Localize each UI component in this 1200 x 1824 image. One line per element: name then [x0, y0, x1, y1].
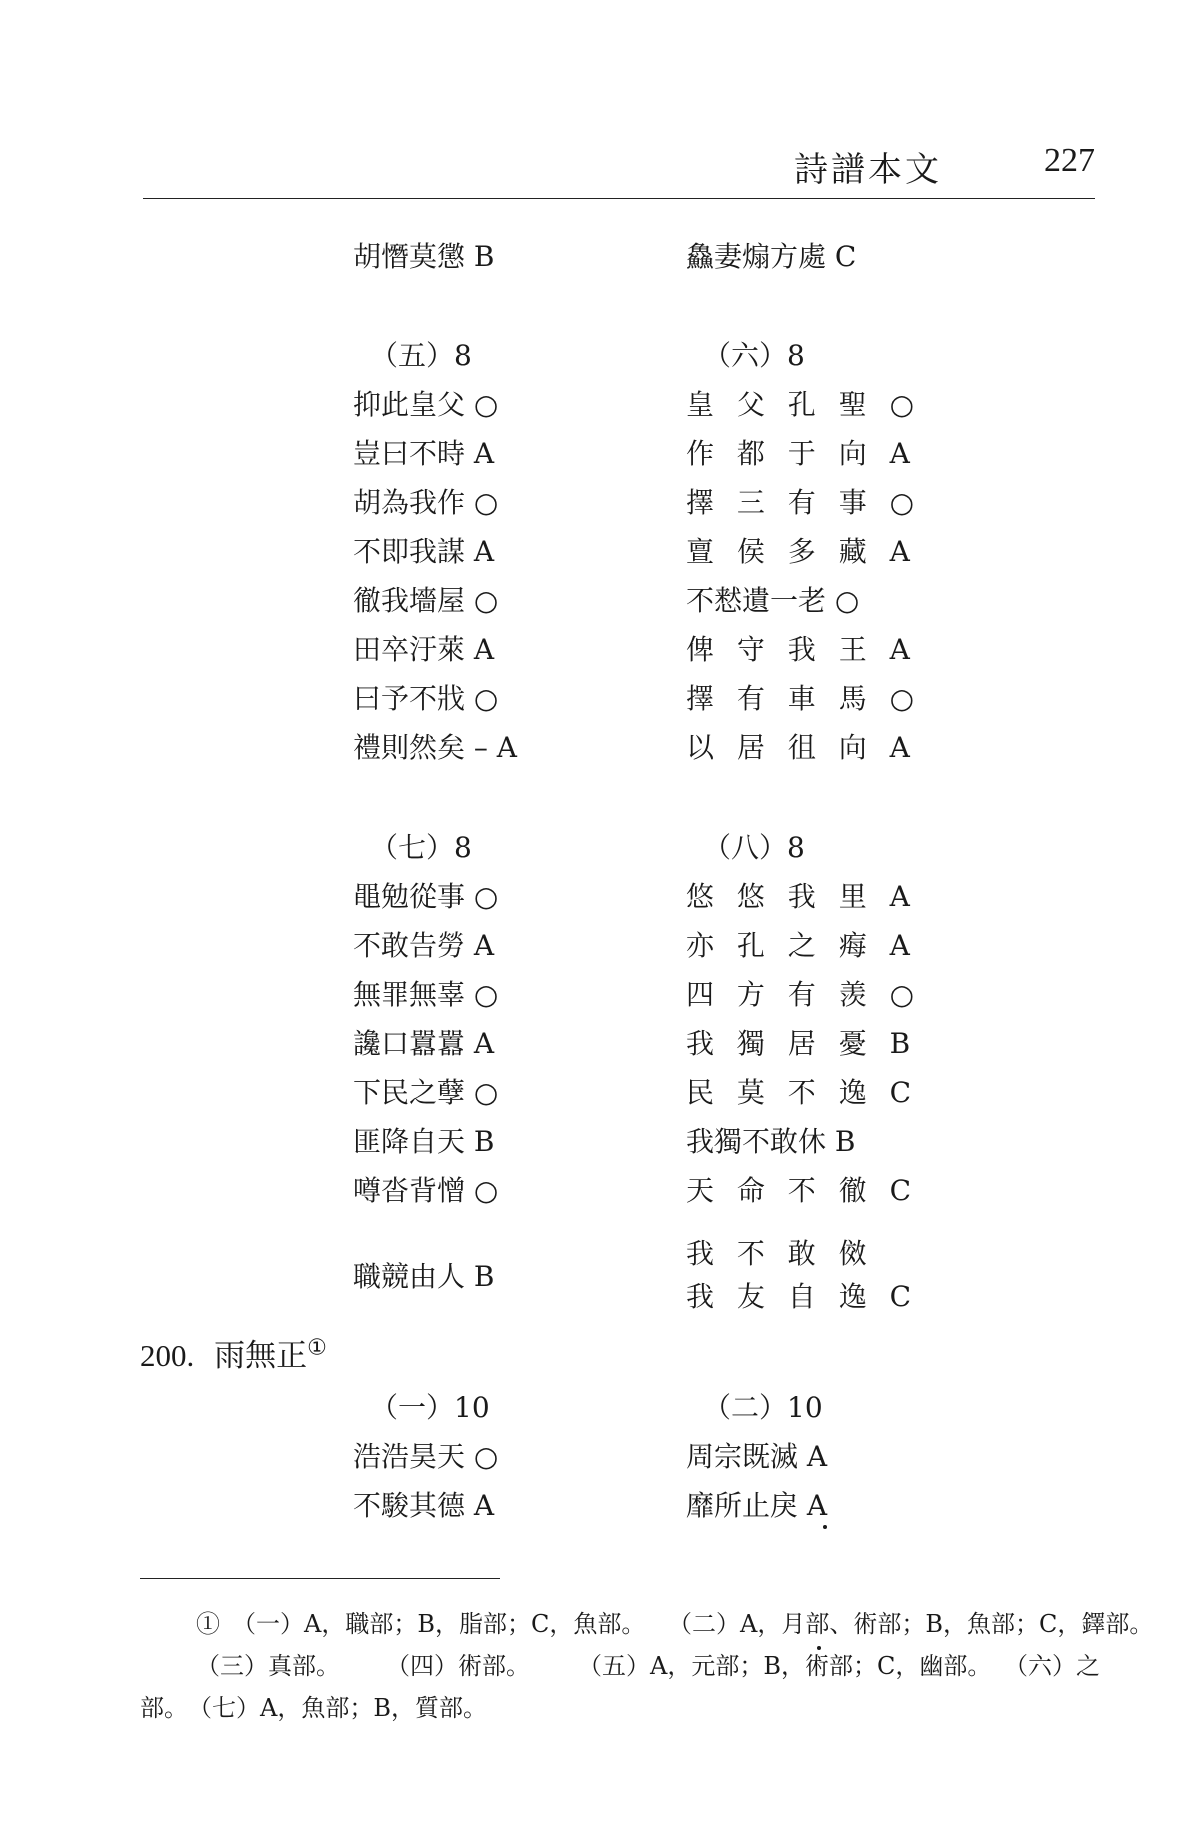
- verse-line: 下民之孽 ○: [353, 1076, 499, 1109]
- verse-line: 亦 孔 之 痗 A: [686, 929, 917, 962]
- footnote-line: 部。 （七）A，魚部；B，質部。: [140, 1694, 487, 1722]
- footnote-line: （三）真部。: [196, 1652, 340, 1680]
- footnote-line: （五）A，元部；B，術部；C，幽部。: [578, 1652, 992, 1680]
- verse-line: 作 都 于 向 A: [686, 437, 917, 470]
- verse-line: 擇 有 車 馬 ○: [686, 682, 922, 715]
- section-heading: （八）8: [703, 831, 805, 864]
- section-heading: （七）8: [370, 831, 472, 864]
- verse-line: 不敢告勞 A: [353, 929, 495, 962]
- verse-line: 皇 父 孔 聖 ○: [686, 388, 922, 421]
- verse-line: 徹我墻屋 ○: [353, 584, 499, 617]
- poem-name: 雨無正: [214, 1338, 308, 1374]
- verse-line: 我 不 敢 傚: [686, 1237, 874, 1270]
- verse-line: 亶 侯 多 藏 A: [686, 535, 917, 568]
- footnote-line: ① （一）A，職部；B，脂部；C，魚部。: [196, 1610, 646, 1638]
- header-rule: [143, 198, 1095, 199]
- verse-line: 黽勉從事 ○: [353, 880, 499, 913]
- verse-line: 匪降自天 B: [353, 1125, 495, 1158]
- verse-line: 胡憯莫懲 B: [353, 240, 495, 273]
- footnote-line: （二）A，月部、術部；B，魚部；C，鐸部。: [668, 1610, 1154, 1638]
- emphasis-dot: [817, 1646, 821, 1650]
- verse-line: 胡為我作 ○: [353, 486, 499, 519]
- header-title: 詩譜本文: [794, 150, 942, 190]
- verse-line: 禮則然矣 – A: [353, 731, 518, 764]
- emphasis-dot: [823, 1525, 827, 1529]
- verse-line: 豈曰不時 A: [353, 437, 495, 470]
- verse-line: 靡所止戾 A: [686, 1489, 828, 1522]
- verse-line: 天 命 不 徹 C: [686, 1174, 919, 1207]
- footnote-rule: [140, 1578, 500, 1579]
- verse-line: 抑此皇父 ○: [353, 388, 499, 421]
- verse-line: 我獨不敢休 B: [686, 1125, 856, 1158]
- section-heading: （二）10: [703, 1391, 823, 1424]
- poem-title: [140, 1330, 327, 1375]
- verse-line: 以 居 徂 向 A: [686, 731, 917, 764]
- poem-number: 200.: [140, 1338, 195, 1373]
- verse-line: 不即我謀 A: [353, 535, 495, 568]
- verse-line: 周宗既滅 A: [686, 1440, 828, 1473]
- verse-line: 不駿其德 A: [353, 1489, 495, 1522]
- verse-line: 俾 守 我 王 A: [686, 633, 917, 666]
- verse-line: 民 莫 不 逸 C: [686, 1076, 919, 1109]
- verse-line: 悠 悠 我 里 A: [686, 880, 917, 913]
- verse-line: 我 獨 居 憂 B: [686, 1027, 918, 1060]
- verse-line: 浩浩昊天 ○: [353, 1440, 499, 1473]
- verse-line: 曰予不戕 ○: [353, 682, 499, 715]
- section-heading: （五）8: [370, 339, 472, 372]
- section-heading: （六）8: [703, 339, 805, 372]
- verse-line: 我 友 自 逸 C: [686, 1280, 919, 1313]
- footnote-line: （六）之: [1004, 1652, 1100, 1680]
- verse-line: 田卒汙萊 A: [353, 633, 495, 666]
- page-number: 227: [1044, 142, 1095, 179]
- verse-line: 擇 三 有 事 ○: [686, 486, 922, 519]
- verse-line: 讒口囂囂 A: [353, 1027, 495, 1060]
- verse-line: 職競由人 B: [353, 1260, 495, 1293]
- section-heading: （一）10: [370, 1391, 490, 1424]
- footnote-line: （四）術部。: [386, 1652, 530, 1680]
- verse-line: 四 方 有 羡 ○: [686, 978, 922, 1011]
- verse-line: 鱻妻煽方處 C: [686, 240, 857, 273]
- verse-line: 不慭遺一老 ○: [686, 584, 860, 617]
- verse-line: 噂沓背憎 ○: [353, 1174, 499, 1207]
- footnote-marker: ①: [307, 1335, 327, 1361]
- verse-line: 無罪無辜 ○: [353, 978, 499, 1011]
